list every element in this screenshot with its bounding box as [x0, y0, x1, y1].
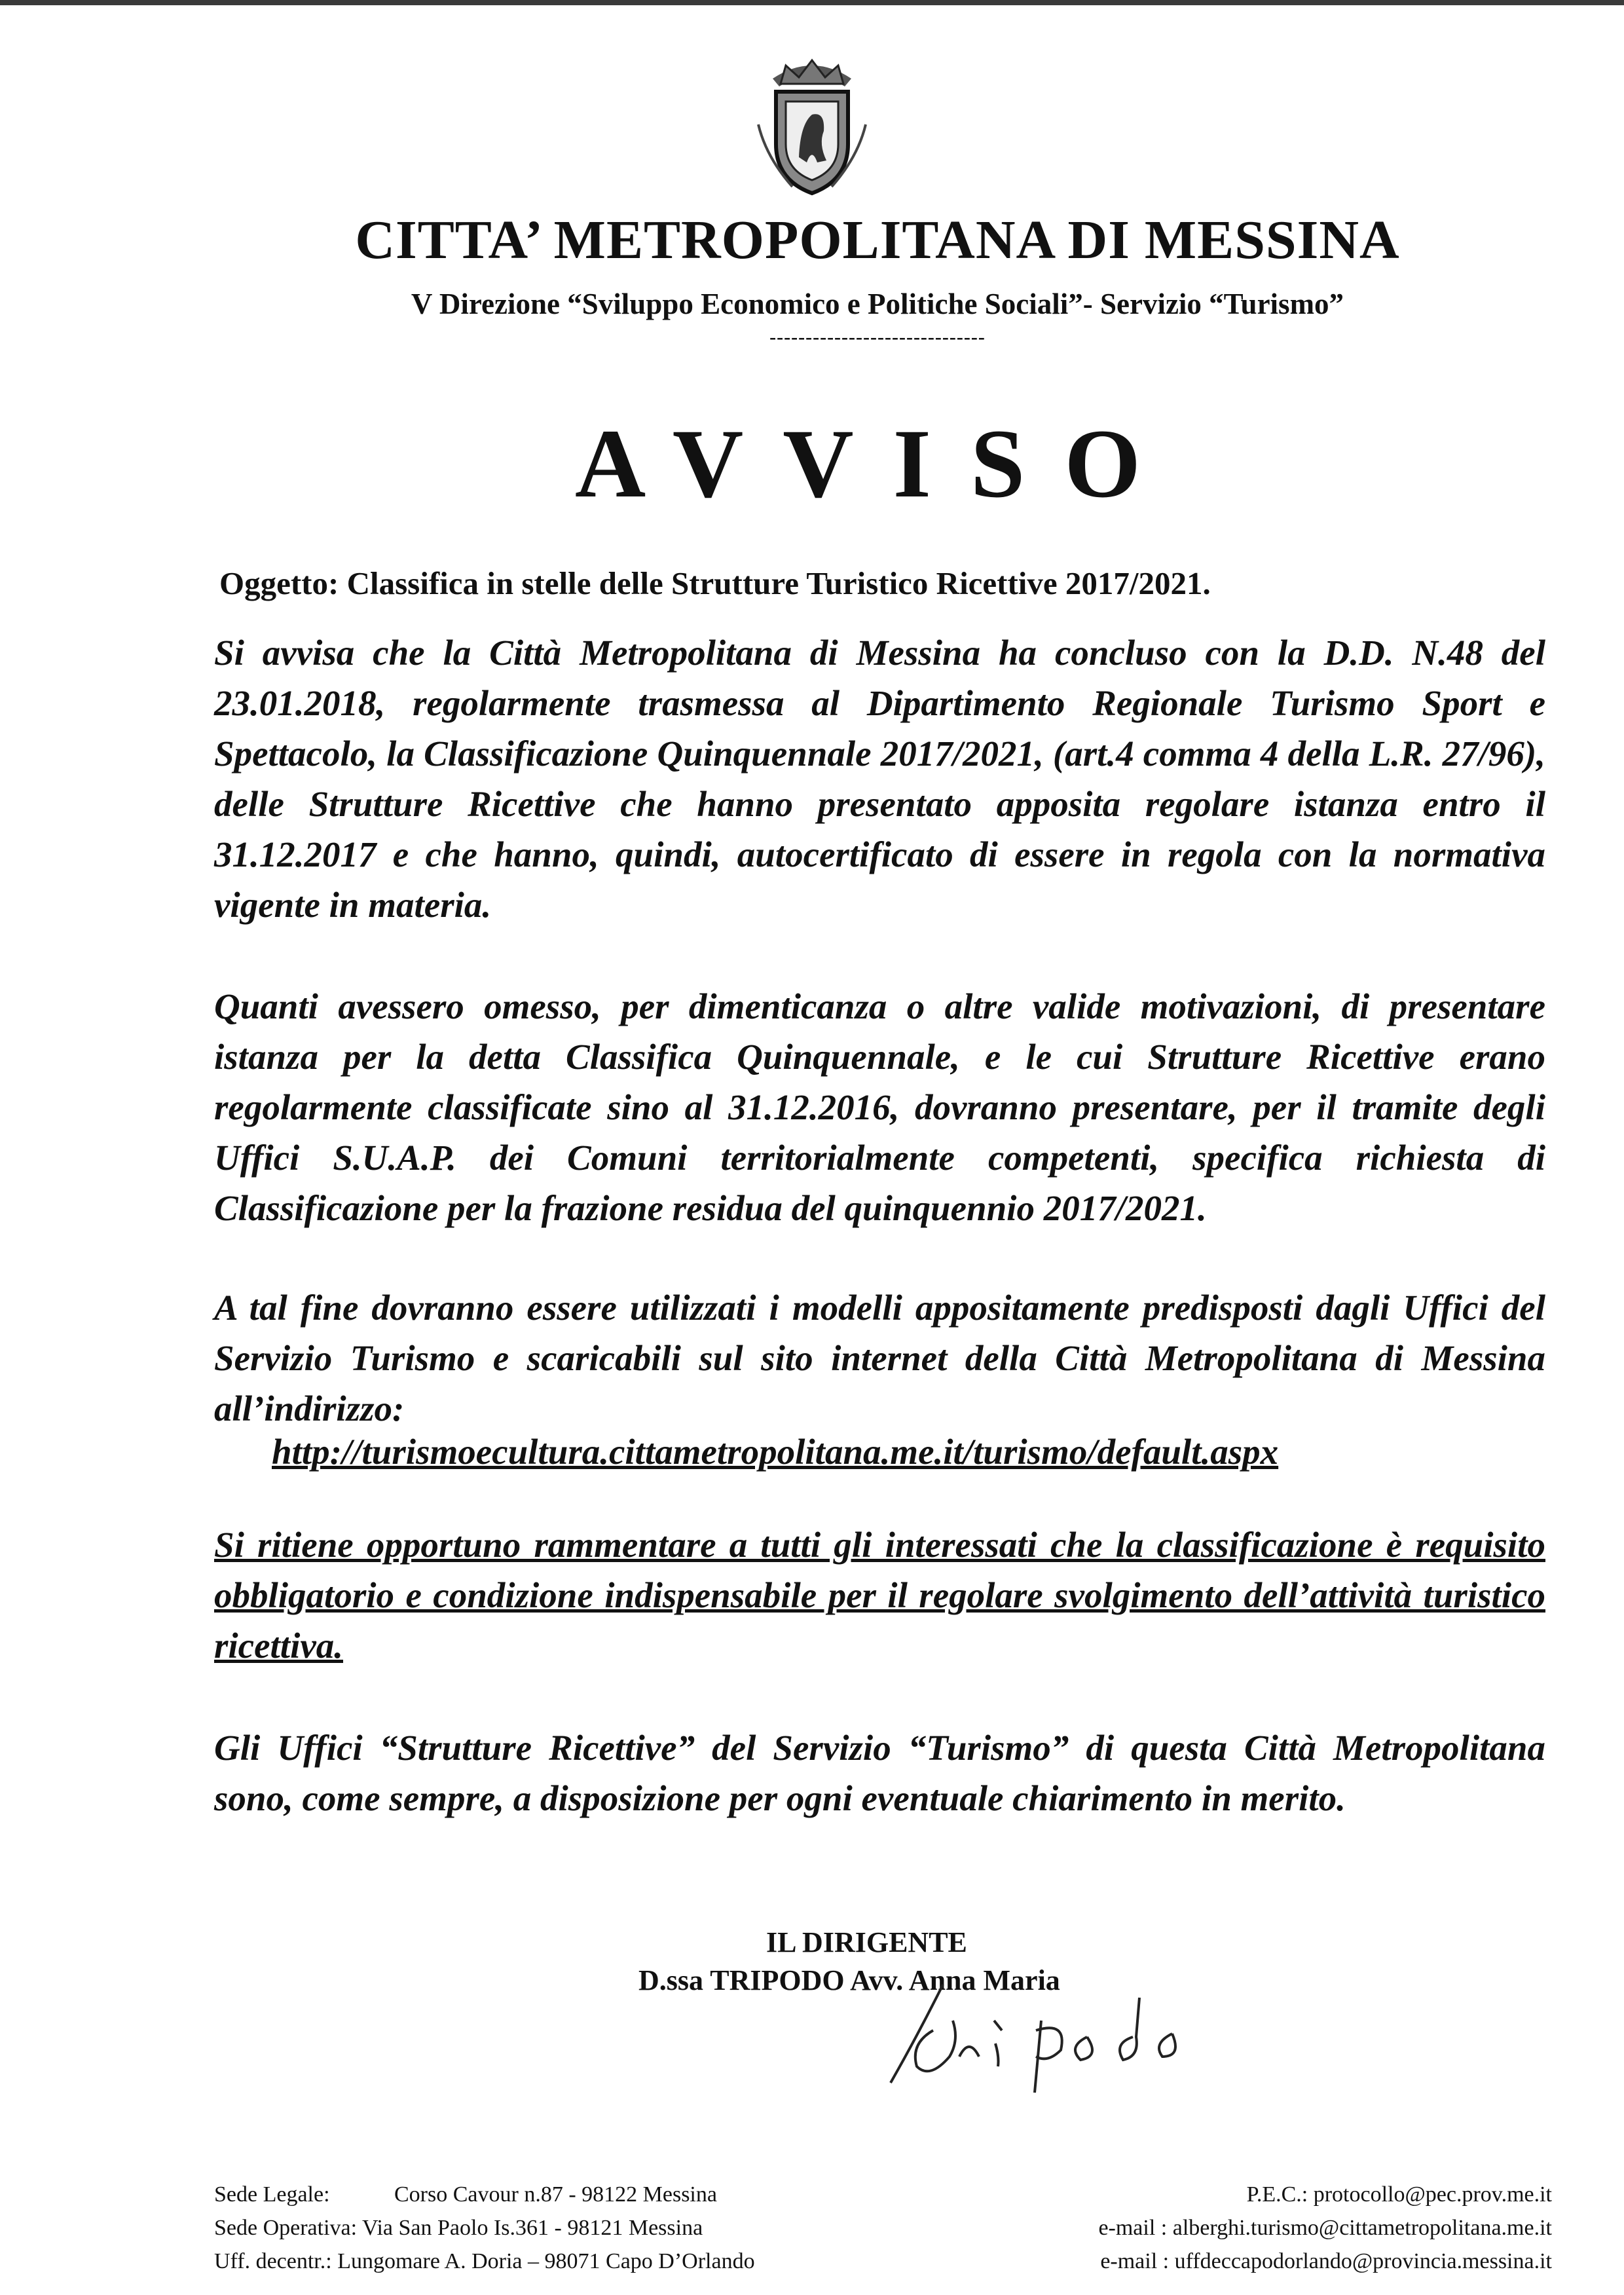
department-name: V Direzione “Sviluppo Economico e Politiche Sociali”- Servizio “Turismo” — [411, 288, 1344, 320]
footer-addresses — [214, 2178, 755, 2278]
notice-subject: Oggetto: Classifica in stelle delle Strutture Turistico Ricettive 2017/2021. — [219, 565, 1211, 601]
footer-label: Sede Legale: — [214, 2182, 330, 2207]
footer-contacts — [976, 2178, 1552, 2278]
footer-value: Corso Cavour n.87 - 98122 Messina — [394, 2182, 717, 2207]
footer-value: Via San Paolo Is.361 - 98121 Messina — [361, 2216, 703, 2240]
notice-paragraph: Gli Uffici “Strutture Ricettive” del Servizio “Turismo” di questa Città Metropolitana sono, come sempre, a disposizione per ogni eventuale chiarimento in merito. — [214, 1728, 1545, 1818]
footer-email: e-mail : uffdeccapodorlando@provincia.messina.it — [1100, 2249, 1552, 2273]
download-link[interactable]: http://turismoecultura.cittametropolitana.me.it/turismo/default.aspx — [272, 1432, 1279, 1472]
city-crest-icon — [747, 46, 877, 203]
footer-label: Sede Operativa: — [214, 2216, 358, 2240]
top-border — [0, 0, 1624, 5]
signatory-name: D.ssa TRIPODO Avv. Anna Maria — [638, 1964, 1060, 1996]
notice-paragraph: Quanti avessero omesso, per dimenticanza o altre valide motivazioni, di presentare istanza per la detta Classifica Quinquennale, e le cui Strutture Ricettive erano regolarmente classificate sino al 31.12.2016, dovranno presentare, per il tramite degli Uffici S.U.A.P. dei Comuni territorialmente competenti, specifica richiesta di Classificazione per la frazione residua del quinquennio 2017/2021. — [214, 986, 1545, 1228]
signatory-title: IL DIRIGENTE — [766, 1926, 967, 1958]
footer-pec: P.E.C.: protocollo@pec.prov.me.it — [1246, 2182, 1552, 2207]
footer-address-row — [214, 2245, 755, 2278]
footer-label: Uff. decentr.: — [214, 2249, 332, 2273]
handwritten-signature — [871, 1958, 1238, 2096]
footer-email: e-mail : alberghi.turismo@cittametropolitana.me.it — [1098, 2216, 1552, 2240]
notice-title: AVVISO — [574, 409, 1181, 518]
notice-paragraph: A tal fine dovranno essere utilizzati i modelli appositamente predisposti dagli Uffici del Servizio Turismo e scaricabili sul sito internet della Città Metropolitana di Messina all’indirizzo: — [214, 1288, 1545, 1428]
footer-value: Lungomare A. Doria – 98071 Capo D’Orlando — [337, 2249, 755, 2273]
notice-reminder: Si ritiene opportuno rammentare a tutti gli interessati che la classificazione è requisito obbligatorio e condizione indispensabile per il regolare svolgimento dell’attività turistico ricettiva. — [214, 1525, 1545, 1666]
notice-paragraph: Si avvisa che la Città Metropolitana di Messina ha concluso con la D.D. N.48 del 23.01.2018, regolarmente trasmessa al Dipartimento Regionale Turismo Sport e Spettacolo, la Classificazione Quinquennale 2017/2021, (art.4 comma 4 della L.R. 27/96), delle Strutture Ricettive che hanno presentato apposita regolare istanza entro il 31.12.2017 e che hanno, quindi, autocertificato di essere in regola con la normativa vigente in materia. — [214, 633, 1545, 925]
footer-address-row — [214, 2178, 755, 2211]
footer-address-row — [214, 2211, 755, 2245]
header-separator: ------------------------------ — [769, 326, 986, 348]
authority-name: CITTA’ METROPOLITANA DI MESSINA — [355, 210, 1400, 271]
